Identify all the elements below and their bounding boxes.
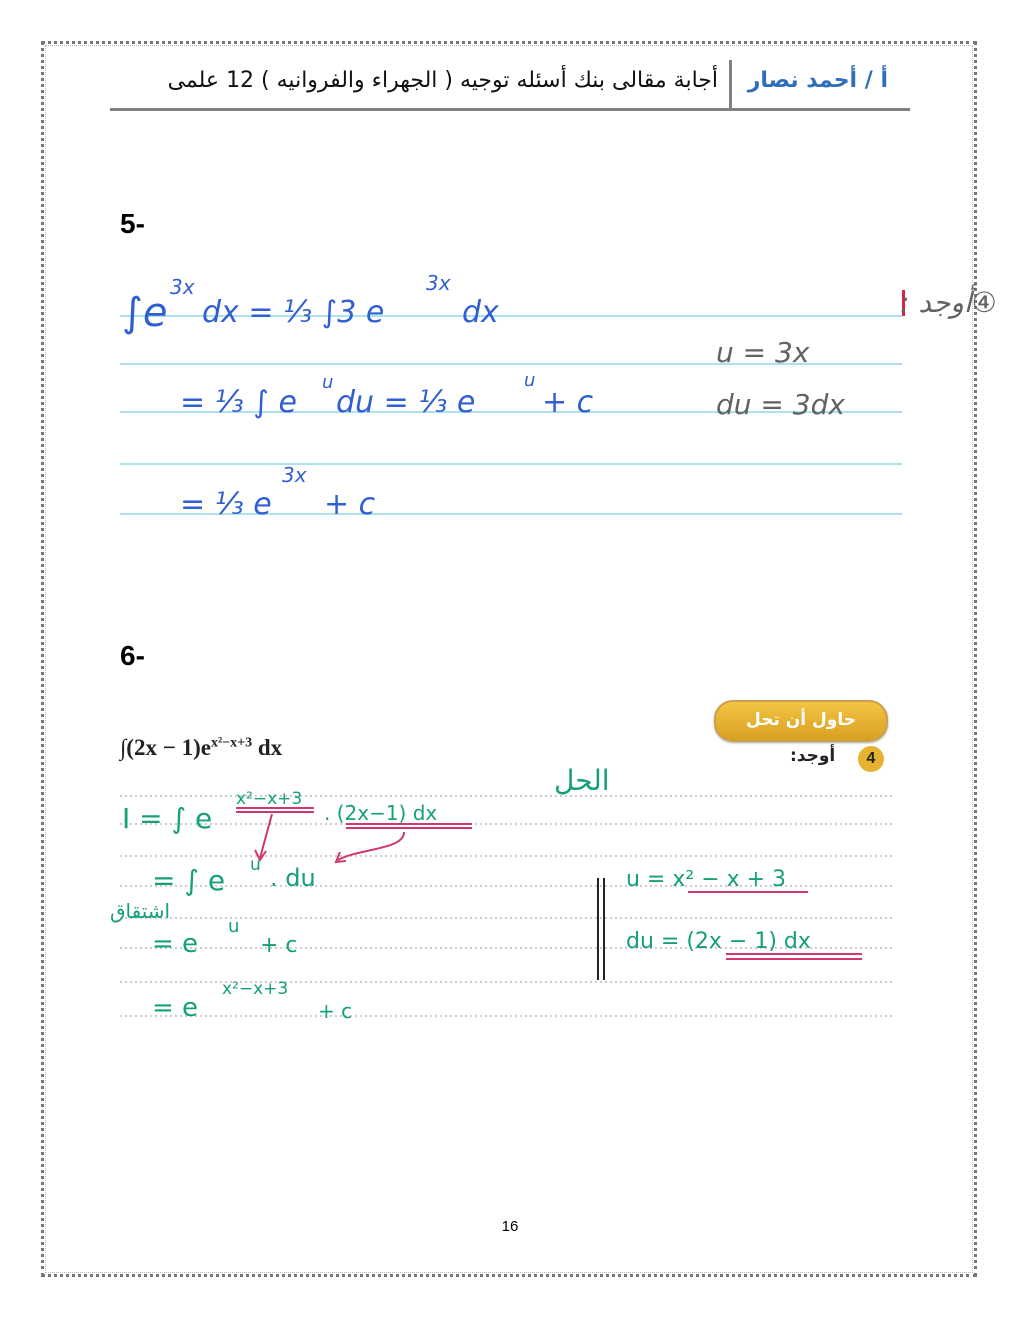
q5-line1-exponent-2: 3x: [426, 271, 451, 295]
q5-line1-integral: ∫e: [122, 290, 168, 336]
q6-line2-start: = ∫ e: [152, 864, 226, 897]
page-number: 16: [501, 1218, 519, 1235]
page-header: [110, 60, 910, 111]
q6-line3-start: = e: [152, 929, 199, 959]
q6-line1-end: . (2x−1) dx: [324, 801, 438, 825]
q5-line1-rest: dx = ⅓ ∫3 e: [202, 295, 385, 330]
q6-substitution-du: du = (2x − 1) dx: [626, 929, 811, 954]
page-title: أجابة مقالى بنك أسئله توجيه ( الجهراء والفروانيه ) 12 علمى: [167, 68, 718, 93]
q6-line1-start: I = ∫ e: [122, 802, 213, 835]
q6-line4-exponent: x²−x+3: [222, 979, 289, 999]
author-name: أ / أحمد نصار: [747, 68, 888, 93]
q6-solution-label: الحل: [554, 764, 610, 797]
try-to-solve-label: حاول أن تحل: [746, 710, 856, 730]
q6-find-label: أوجد:: [790, 746, 836, 766]
question-6-notebook: [110, 760, 900, 1050]
q6-line1-exponent: x²−x+3: [236, 789, 303, 809]
q6-line2-exponent: u: [250, 855, 261, 875]
question-5-notebook: [110, 260, 997, 550]
q6-line3-end: + c: [260, 933, 298, 958]
q5-substitution-du: du = 3dx: [716, 388, 845, 421]
q5-line2-exponent: u: [322, 372, 334, 393]
q6-substitution-u: u = x² − x + 3: [626, 867, 787, 892]
q5-line1-exponent: 3x: [170, 275, 195, 299]
q5-line2-mid: du = ⅓ e: [336, 385, 476, 420]
question-5-number: 5-: [120, 208, 145, 239]
page-border-inner: [45, 45, 973, 1273]
try-to-solve-badge: [714, 700, 888, 742]
q5-line3-start: = ⅓ e: [180, 487, 272, 522]
q6-line3-exponent: u: [228, 916, 240, 937]
q5-find-label: ④أوجد :: [900, 286, 997, 319]
q5-line1-end: dx: [462, 295, 499, 330]
q6-printed-integral: [120, 735, 282, 761]
q5-line3-end: + c: [324, 487, 376, 522]
q5-line3-exponent: 3x: [282, 463, 307, 487]
q6-printed-exponent: x²−x+3: [210, 735, 253, 751]
q5-line2-start: = ⅓ ∫ e: [180, 385, 297, 420]
q6-line4-end: + c: [318, 999, 353, 1023]
q5-line2-end: + c: [542, 385, 594, 420]
q6-line2-end: . du: [270, 864, 316, 892]
exercise-number-badge: 4: [858, 746, 884, 772]
q5-substitution-u: u = 3x: [716, 336, 810, 369]
header-divider: [729, 60, 732, 108]
q5-line2-exponent-2: u: [524, 370, 536, 391]
q6-derive-label: اشتقاق: [110, 899, 171, 923]
q6-printed-dx: dx: [252, 735, 283, 760]
q6-printed-integrand: ∫(2x − 1)e: [120, 735, 211, 760]
question-6-number: 6-: [120, 640, 145, 671]
q6-line4-start: = e: [152, 993, 199, 1023]
